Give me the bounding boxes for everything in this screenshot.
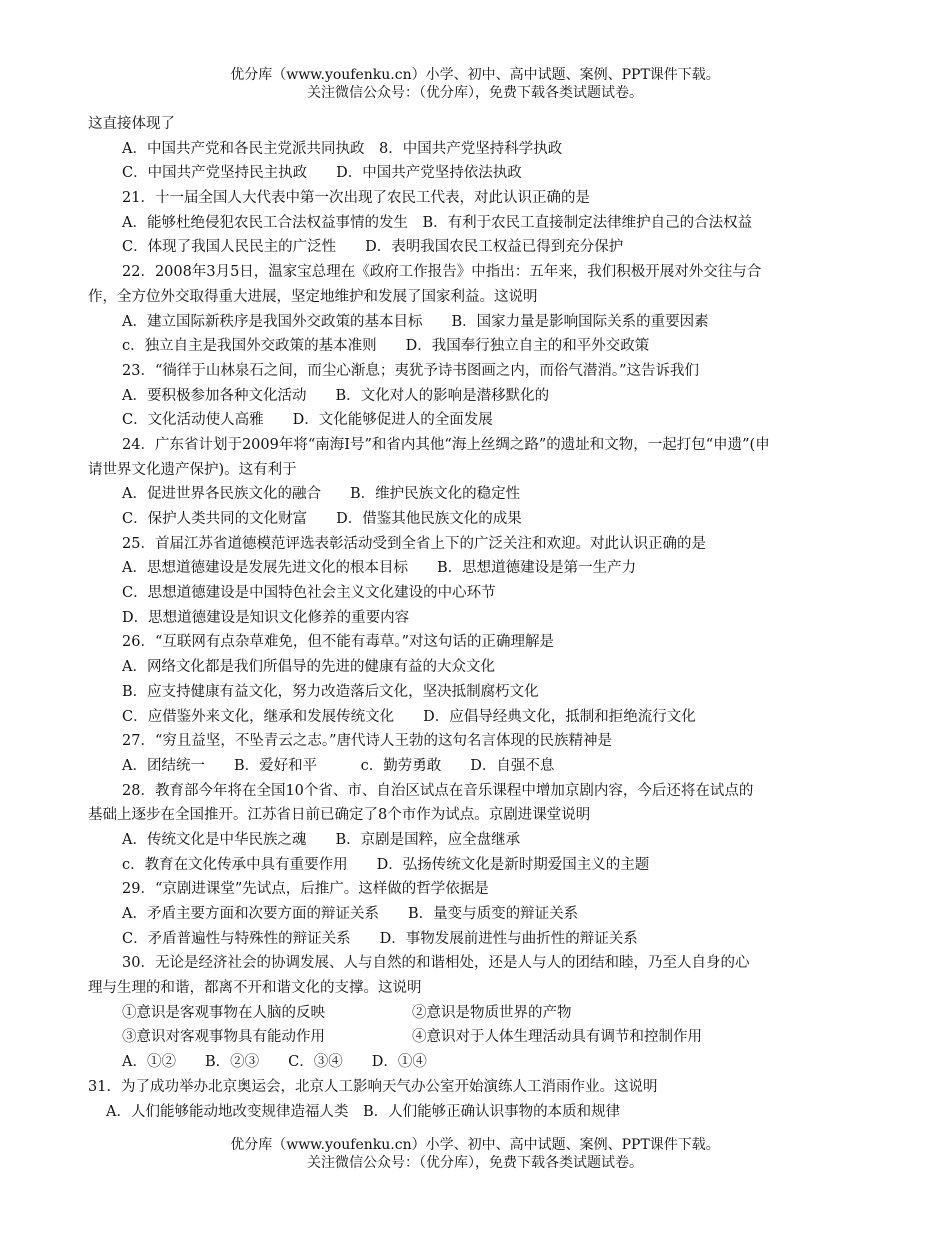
text-line: 基础上逐步在全国推开。江苏省日前已确定了8个市作为试点。京剧进课堂说明 — [88, 807, 591, 824]
option-line: A．建立国际新秩序是我国外交政策的基本目标 B．国家力量是影响国际关系的重要因素 — [122, 313, 709, 330]
text-line: 作，全方位外交取得重大进展，坚定地维护和发展了国家利益。这说明 — [88, 288, 538, 305]
question-26: 26．“互联网有点杂草难免，但不能有毒草。”对这句话的正确理解是 — [122, 634, 555, 651]
question-23: 23．“徜徉于山林泉石之间，而尘心渐息；夷犹予诗书图画之内，而俗气潜消。”这告诉我们 — [122, 362, 700, 379]
option-line: C．体现了我国人民民主的广泛性 D．表明我国农民工权益已得到充分保护 — [122, 239, 624, 256]
option-line: C．思想道德建设是中国特色社会主义文化建设的中心环节 — [122, 585, 496, 602]
question-31: 31．为了成功举办北京奥运会，北京人工影响天气办公室开始演练人工消雨作业。这说明 — [88, 1078, 658, 1095]
question-24: 24．广东省计划于2009年将“南海I号”和省内其他“海上丝绸之路”的遗址和文物，一起打包“申遗”(申 — [122, 436, 770, 453]
footer-line-1: 优分库（www.youfenku.cn）小学、初中、高中试题、案例、PPT课件下载。 — [230, 1137, 720, 1153]
option-line: C．保护人类共同的文化财富 D．借鉴其他民族文化的成果 — [122, 511, 522, 527]
option-line: A．网络文化都是我们所倡导的先进的健康有益的大众文化 — [122, 659, 495, 676]
text-line: 这直接体现了 — [88, 116, 175, 132]
option-line: c．教育在文化传承中具有重要作用 D．弘扬传统文化是新时期爱国主义的主题 — [122, 856, 650, 873]
question-27: 27．“穷且益坚，不坠青云之志。”唐代诗人王勃的这句名言体现的民族精神是 — [122, 733, 613, 750]
header-line-1: 优分库（www.youfenku.cn）小学、初中、高中试题、案例、PPT课件下载。 — [230, 67, 720, 83]
question-30: 30．无论是经济社会的协调发展、人与自然的和谐相处，还是人与人的团结和睦，乃至人自身的心 — [122, 955, 750, 972]
page-footer — [0, 1136, 950, 1172]
question-28: 28．教育部今年将在全国10个省、市、自治区试点在音乐课程中增加京剧内容，今后还将在试点的 — [122, 782, 754, 799]
option-line: C．中国共产党坚持民主执政 D．中国共产党坚持依法执政 — [122, 165, 522, 182]
option-line: C．文化活动使人高雅 D．文化能够促进人的全面发展 — [122, 412, 493, 429]
text-line: 理与生理的和谐，都离不开和谐文化的支撑。这说明 — [88, 980, 422, 997]
question-21: 21．十一届全国人大代表中第一次出现了农民工代表，对此认识正确的是 — [122, 190, 590, 207]
statement-line: ③意识对客观事物具有能动作用 ④意识对于人体生理活动具有调节和控制作用 — [122, 1029, 702, 1046]
question-29: 29．“京剧进课堂”先试点，后推广。这样做的哲学依据是 — [122, 881, 489, 898]
option-line: A．人们能够能动地改变规律造福人类 B．人们能够正确认识事物的本质和规律 — [106, 1103, 621, 1120]
question-25: 25．首届江苏省道德模范评选表彰活动受到全省上下的广泛关注和欢迎。对此认识正确的是 — [122, 535, 706, 552]
option-line: A．要积极参加各种文化活动 B．文化对人的影响是潜移默化的 — [122, 387, 550, 404]
option-line: D．思想道德建设是知识文化修养的重要内容 — [122, 609, 410, 626]
option-line: A．能够杜绝侵犯农民工合法权益事情的发生 B．有利于农民工直接制定法律维护自己的合法权益 — [122, 214, 753, 231]
header-line-2: 关注微信公众号：（优分库），免费下载各类试题试卷。 — [307, 85, 643, 101]
page-header — [0, 66, 950, 102]
statement-line: ①意识是客观事物在人脑的反映 ②意识是物质世界的产物 — [122, 1004, 572, 1021]
option-line: A．团结统一 B．爱好和平 c．勤劳勇敢 D．自强不息 — [122, 757, 555, 774]
option-line: A．传统文化是中华民族之魂 B．京剧是国粹，应全盘继承 — [122, 831, 521, 848]
document-body — [88, 112, 868, 1124]
option-line: C．应借鉴外来文化，继承和发展传统文化 D．应倡导经典文化，抵制和拒绝流行文化 — [122, 708, 696, 725]
option-line: C．矛盾普遍性与特殊性的辩证关系 D．事物发展前进性与曲折性的辩证关系 — [122, 930, 638, 947]
option-line: A．思想道德建设是发展先进文化的根本目标 B．思想道德建设是第一生产力 — [122, 560, 637, 577]
option-line: c．独立自主是我国外交政策的基本准则 D．我国奉行独立自主的和平外交政策 — [122, 338, 650, 355]
question-22: 22．2008年3月5日，温家宝总理在《政府工作报告》中指出：五年来，我们积极开展对外交往与合 — [122, 264, 762, 281]
option-line: B．应支持健康有益文化，努力改造落后文化，坚决抵制腐朽文化 — [122, 683, 539, 700]
text-line: 请世界文化遗产保护)。这有利于 — [88, 461, 297, 478]
option-line: A．矛盾主要方面和次要方面的辩证关系 B．量变与质变的辩证关系 — [122, 906, 579, 922]
footer-line-2: 关注微信公众号：（优分库），免费下载各类试题试卷。 — [307, 1155, 643, 1171]
option-line: A．促进世界各民族文化的融合 B．维护民族文化的稳定性 — [122, 486, 521, 503]
option-line: A．①② B．②③ C．③④ D．①④ — [122, 1054, 427, 1071]
option-line: A．中国共产党和各民主党派共同执政 8．中国共产党坚持科学执政 — [122, 140, 563, 157]
